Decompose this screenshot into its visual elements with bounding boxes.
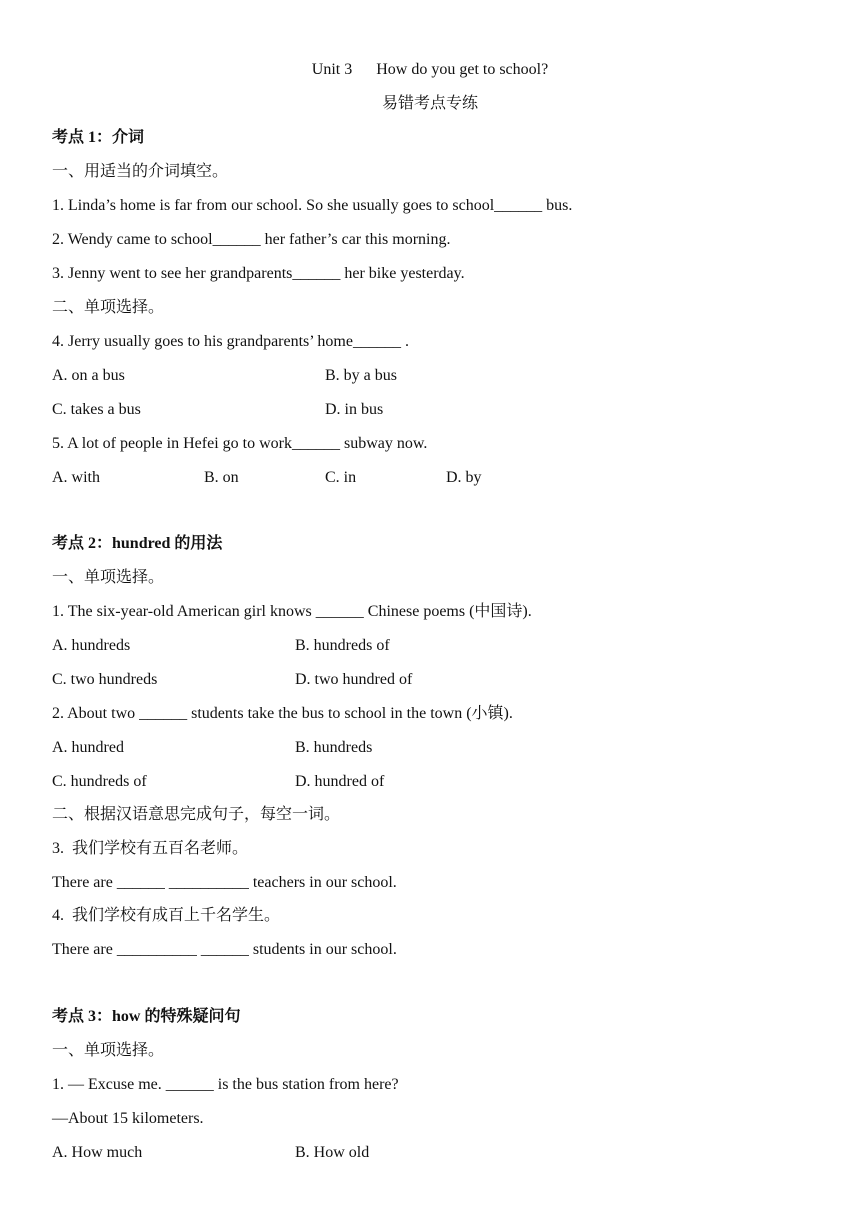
- worksheet-subtitle: 易错考点专练: [381, 95, 478, 112]
- section-1-q4-option-c: C. takes a bus: [52, 401, 141, 418]
- section-3-part-1-title: 一、单项选择。: [52, 1042, 165, 1059]
- section-1-part-2-title: 二、单项选择。: [52, 299, 165, 316]
- section-2-question-4-chinese: 4. 我们学校有成百上千名学生。: [52, 907, 281, 924]
- section-3-heading: 考点 3：how 的特殊疑问句: [52, 1008, 241, 1025]
- worksheet-title: Unit 3 How do you get to school?: [311, 61, 549, 78]
- section-1-q5-option-a: A. with: [52, 469, 100, 486]
- section-2-q2-option-b: B. hundreds: [295, 739, 373, 756]
- section-3-question-1: 1. — Excuse me. ______ is the bus station from here?: [52, 1076, 399, 1093]
- section-1-question-3: 3. Jenny went to see her grandparents______ her bike yesterday.: [52, 265, 465, 282]
- section-1-q5-option-b: B. on: [204, 469, 239, 486]
- section-2-q2-option-a: A. hundred: [52, 739, 124, 756]
- section-2-part-2-title: 二、根据汉语意思完成句子，每空一词。: [52, 806, 341, 823]
- section-2-q1-option-c: C. two hundreds: [52, 671, 158, 688]
- section-2-heading: 考点 2：hundred 的用法: [52, 535, 223, 552]
- section-1-heading: 考点 1：介词: [52, 129, 145, 146]
- section-1-question-4: 4. Jerry usually goes to his grandparents’ home______ .: [52, 333, 409, 350]
- section-3-q1-option-b: B. How old: [295, 1144, 370, 1161]
- section-1-part-1-title: 一、用适当的介词填空。: [52, 163, 229, 180]
- section-2-q2-option-d: D. hundred of: [295, 773, 385, 790]
- section-2-q1-option-a: A. hundreds: [52, 637, 131, 654]
- section-3-question-1-reply: —About 15 kilometers.: [52, 1110, 204, 1127]
- section-1-question-5: 5. A lot of people in Hefei go to work______ subway now.: [52, 435, 428, 452]
- section-2-question-1: 1. The six-year-old American girl knows ______ Chinese poems (中国诗).: [52, 603, 532, 620]
- section-2-q1-option-d: D. two hundred of: [295, 671, 413, 688]
- section-3-q1-option-a: A. How much: [52, 1144, 143, 1161]
- section-2-question-3-english: There are ______ __________ teachers in our school.: [52, 874, 397, 891]
- section-1-q5-option-d: D. by: [446, 469, 482, 486]
- section-2-q1-option-b: B. hundreds of: [295, 637, 390, 654]
- section-2-question-2: 2. About two ______ students take the bus to school in the town (小镇).: [52, 705, 513, 722]
- section-2-question-3-chinese: 3. 我们学校有五百名老师。: [52, 840, 249, 857]
- section-1-question-2: 2. Wendy came to school______ her father’s car this morning.: [52, 231, 451, 248]
- section-2-q2-option-c: C. hundreds of: [52, 773, 147, 790]
- section-2-question-4-english: There are __________ ______ students in our school.: [52, 941, 397, 958]
- section-1-q4-option-d: D. in bus: [325, 401, 384, 418]
- section-1-question-1: 1. Linda’s home is far from our school. So she usually goes to school______ bus.: [52, 197, 573, 214]
- section-1-q4-option-b: B. by a bus: [325, 367, 397, 384]
- section-1-q5-option-c: C. in: [325, 469, 357, 486]
- section-1-q4-option-a: A. on a bus: [52, 367, 125, 384]
- section-2-part-1-title: 一、单项选择。: [52, 569, 165, 586]
